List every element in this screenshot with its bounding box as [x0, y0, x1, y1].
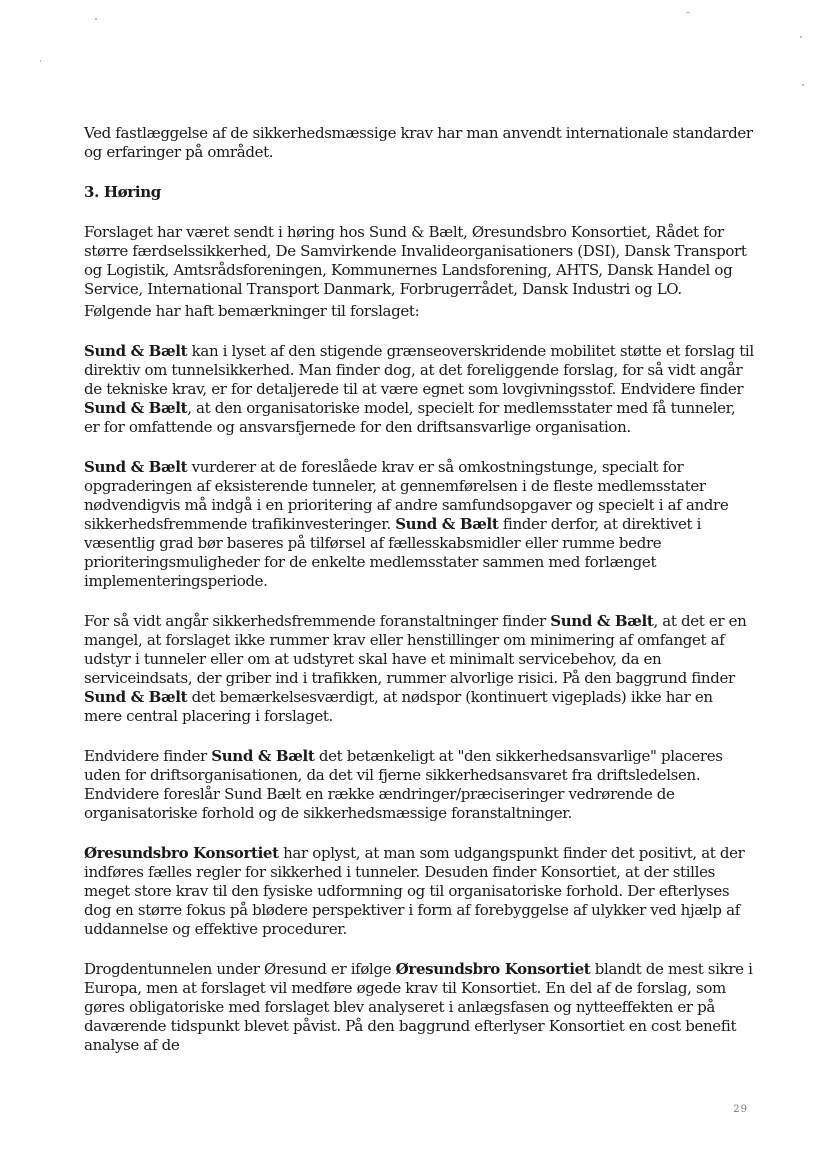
org-name: Sund & Bælt — [550, 612, 654, 630]
paragraph-text: finder derfor, at direktivet i væsentlig grad bør baseres på tilførsel af fællesskabsmidler eller rumme bedre prioriteringsmuligheder for de enkelte medlemsstater sammen med forlænget implementeringsperiode. — [84, 515, 702, 590]
paragraph-text: kan i lyset af den stigende grænseoverskridende mobilitet støtte et forslag til direktiv om tunnelsikkerhed. Man finder dog, at det foreliggende forslag, for så vidt angår de tekniske krav, er for detaljerede til at være egnet som lovgivningsstof. Endvidere finder — [84, 342, 754, 398]
sund-baelt-paragraph-2 — [84, 458, 754, 591]
oresundsbro-paragraph-2 — [84, 960, 754, 1055]
remarks-intro: Følgende har haft bemærkninger til forslaget: — [84, 302, 420, 320]
sund-baelt-paragraph-4 — [84, 747, 754, 823]
oresundsbro-paragraph-1 — [84, 844, 754, 939]
paragraph-text: blandt de mest sikre i Europa, men at forslaget vil medføre øgede krav til Konsortiet. En del af de forslag, som gøres obligatoriske med forslaget blev analyseret i anlægsfasen og nytteeffekten er på daværende tidspunkt blevet påvist. På den baggrund efterlyser Konsortiet en cost benefit analyse af de — [84, 960, 753, 1054]
page-number: 29 — [733, 1104, 748, 1115]
document-page — [84, 124, 754, 1076]
section-heading: 3. Høring — [84, 183, 161, 201]
scan-speck — [802, 84, 804, 86]
hearing-paragraph: Forslaget har været sendt i høring hos Sund & Bælt, Øresundsbro Konsortiet, Rådet for større færdselssikkerhed, De Samvirkende Invalideorganisationers (DSI), Dansk Transport og Logistik, Amtsrådsforeningen, Kommunernes Landsforening, AHTS, Dansk Handel og Service, International Transport Danmark, Forbrugerrådet, Dansk Industri og LO. — [84, 223, 747, 298]
org-name: Sund & Bælt — [84, 399, 188, 417]
paragraph-text: det bemærkelsesværdigt, at nødspor (kontinuert vigeplads) ikke har en mere central placering i forslaget. — [84, 688, 713, 725]
org-name: Sund & Bælt — [211, 747, 315, 765]
paragraph-text: har oplyst, at man som udgangspunkt finder det positivt, at der indføres fælles regler for sikkerhed i tunneler. Desuden finder Konsortiet, at der stilles meget store krav til den fysiske udformning og til organisatoriske forhold. Der efterlyses dog en større fokus på blødere perspektiver i form af forebyggelse af ulykker ved hjælp af uddannelse og effektive procedurer. — [84, 844, 745, 938]
org-name: Sund & Bælt — [84, 342, 188, 360]
scan-speck — [40, 60, 41, 62]
scan-speck — [800, 36, 802, 38]
scan-speck — [95, 18, 97, 20]
paragraph-text: det betænkeligt at "den sikkerhedsansvarlige" placeres uden for driftsorganisationen, da det vil fjerne sikkerhedsansvaret fra driftsledelsen. Endvidere foreslår Sund Bælt en række ændringer/præciseringer vedrørende de organisatoriske forhold og de sikkerhedsmæssige foranstaltninger. — [84, 747, 723, 822]
paragraph-text: Drogdentunnelen under Øresund er ifølge — [84, 960, 396, 978]
org-name: Sund & Bælt — [395, 515, 499, 533]
paragraph-text: vurderer at de foreslåede krav er så omkostningstunge, specialt for opgraderingen af eksisterende tunneler, at gennemførelsen i de fleste medlemsstater nødvendigvis må indgå i en prioritering af andre samfundsopgaver og specielt i af andre sikkerhedsfremmende trafikinvesteringer. — [84, 458, 729, 533]
paragraph-text: Endvidere finder — [84, 747, 212, 765]
org-name: Øresundsbro Konsortiet — [84, 844, 279, 862]
org-name: Øresundsbro Konsortiet — [395, 960, 591, 978]
intro-paragraph: Ved fastlæggelse af de sikkerhedsmæssige krav har man anvendt internationale standarder og erfaringer på området. — [84, 124, 753, 161]
org-name: Sund & Bælt — [84, 688, 188, 706]
sund-baelt-paragraph-1 — [84, 342, 754, 437]
sund-baelt-paragraph-3 — [84, 612, 754, 726]
paragraph-text: For så vidt angår sikkerhedsfremmende foranstaltninger finder — [84, 612, 551, 630]
scan-speck — [686, 12, 690, 13]
org-name: Sund & Bælt — [84, 458, 188, 476]
paragraph-text: , at det er en mangel, at forslaget ikke rummer krav eller henstillinger om minimering af omfanget af udstyr i tunneler eller om at udstyret skal have et minimalt servicebehov, da en serviceindsats, der griber ind i trafikken, rummer alvorlige risici. På den baggrund finder — [84, 612, 747, 687]
paragraph-text: , at den organisatoriske model, specielt for medlemsstater med få tunneler, er for omfattende og ansvarsfjernede for den driftsansvarlige organisation. — [84, 399, 736, 436]
